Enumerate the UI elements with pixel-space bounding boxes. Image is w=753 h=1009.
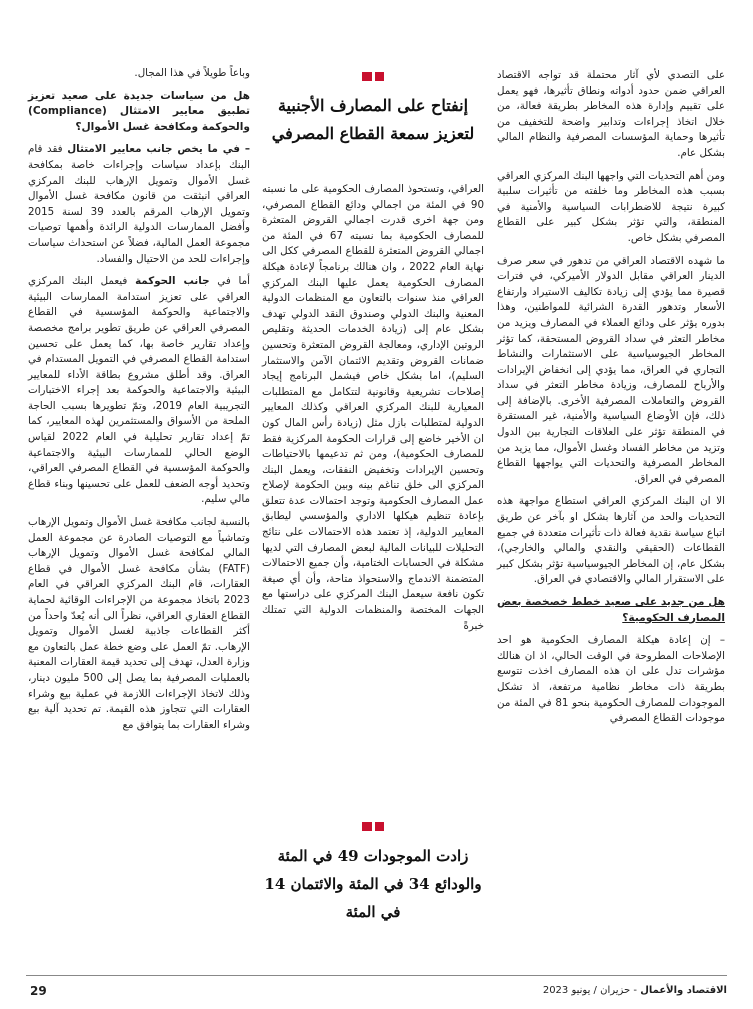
publication-info [543, 985, 727, 996]
column-middle [262, 182, 484, 641]
paragraph: بالنسبة لجانب مكافحة غسل الأموال وتمويل الإرهاب وتماشياً مع التوصيات الصادرة عن مجموعة العمل المالي لمكافحة غسل الأموال وتمويل الإرهاب (FATF) بشأن مكافحة غسل الأموال في قطاع العقارات، قام البنك المركزي العراقي في العام 2023 باتخاذ مجموعة من الإجراءات الوقائية لحماية القطاع العقاري العراقي، نظراً الى أنه يُعدّ واحداً من أكثر القطاعات جاذبية لغسل الأموال وتمويل الإرهاب. تمّ العمل على وضع خطة عمل بالتعاون مع وزارة العدل، تهدف إلى تحديد قيمة العقارات المعنية بالعمليات المصرفية بما يصل إلى 500 مليون دينار، وذلك لاتخاذ الإجراءات اللازمة في عملية بيع وشراء العقارات التي تتجاوز هذه القيمة. تم تحديد آلية بيع وشراء العقارات بما يتوافق مع [28, 516, 251, 731]
issue-date: - حزيران / يونيو 2023 [542, 985, 641, 996]
section-headline: إنفتاح على المصارف الأجنبية لتعزيز سمعة القطاع المصرفي [271, 96, 475, 143]
paragraph: العراقي، وتستحوذ المصارف الحكومية على ما نسبته 90 في المئة من اجمالي ودائع القطاع المصرفي، ومن جهة اخرى قدرت اجمالي القروض المتعثرة للمصارف الحكومية بما نسبته 67 في المئة من اجمالي القروض المتعثرة للقطاع المصرفي ككل الى نهاية العام 2022 ، وان هنالك برنامجاً لإعادة هيكلة المصارف الحكومية يعمل عليها البنك المركزي العراقي منذ سنوات بالتعاون مع المنظمات الدولية المعنية والبنك الدولي وصندوق النقد الدولي تهدف بشكل عام إلى (زيادة الخدمات الحديثة وتقليص الروتين الإداري، ومعالجة القروض المتعثرة وتحسين ضمانات القروض وتقديم الائتمان الآمن والاستثمار السليم)، اما بشكل خاص فيشمل البرنامج إيجاد إصلاحات تشريعية وقانونية لتتكامل مع المتطلبات المعيارية للبنك المركزي العراقي وكذلك المعايير الدولية لمتطلبات بازل مثل (زيادة رأس المال كون ان الأخير خاضع إلى قرارات الحكومة المركزية فقط للمصارف الحكومية)، ومن ثم تدعيمها بالاحتياطات وتحسين الإيرادات وتخفيض النفقات، ويعمل البنك المركزي الى خلق تناغم بينه وبين الحكومة لإصلاح عمل المصارف الحكومية وتوجد احتمالات عدة تتعلق بإعادة تنظيم هيكلها الاداري والمؤسسي ليطابق المعايير الدولية، إذ تعتمد هذه الاحتمالات على نتائج التحليلات للبيانات المالية لبعض المصارف التي لديها مشكلة في الحسابات الختامية، وأن جميع الاحتمالات المتضمنة الاندماج والاستحواذ متاحة، وأن أي صيغة تكون نافعة سيعمل البنك المركزي على دراستها مع الجهات المختصة والمنظمات الدولية التي تمتلك خبرةً [262, 183, 485, 632]
red-squares-decoration [362, 822, 384, 831]
column-right [497, 68, 725, 734]
interview-question: هل من جديد على صعيد خطط خصخصة بعض المصارف الحكومية؟ [497, 596, 725, 624]
column-left [28, 66, 250, 740]
paragraph-prefix: أما في [217, 275, 250, 288]
paragraph: وباعاً طويلاً في هذا المجال. [134, 67, 250, 79]
publication-name: الاقتصاد والأعمال [640, 985, 727, 996]
interview-question: هل من سياسات جديدة على صعيد تعزيز تطبيق معايير الامتثال (Compliance) والحوكمة ومكافحة غسل الأموال؟ [28, 89, 250, 133]
page-footer [0, 975, 753, 1009]
paragraph-body: فقد قام البنك بإعداد سياسات وإجراءات خاصة بمكافحة غسل الأموال وتمويل الإرهاب للبنك المركزي العراقي انبثقت من قانون مكافحة غسل الأموال وتمويل الإرهاب المرقم بالعدد 39 لسنة 2015 وأفضل الممارسات الدولية الرائدة وأهمها توصيات مجموعة العمل المالية، فضلاً عن استحداث سياسات وإجراءات للحد من الاحتيال والفساد. [28, 143, 251, 265]
paragraph: ومن أهم التحديات التي واجهها البنك المركزي العراقي بسبب هذه المخاطر وما خلفته من تأثيرات سلبية كبيرة نتيجة للاضطرابات السياسية والأمنية في المنطقة، والتي تؤثر بشكل كبير على القطاع المصرفي بشكل خاص. [497, 169, 725, 244]
page-number: 29 [30, 984, 47, 998]
lead-phrase: – في ما يخص جانب معايير الامتثال [67, 143, 251, 156]
paragraph: – إن إعادة هيكلة المصارف الحكومية هو احد الإصلاحات المطروحة في الوقت الحالي، اذ ان هنالك مؤشرات تدل على ان هذه المصارف اخذت تتوسع بطريقة ذات مخاطر نظامية مرتفعة، اذ تشكل الموجودات للمصارف الحكومية بنحو 81 في المئة من موجودات القطاع المصرفي [497, 634, 725, 725]
paragraph: على التصدي لأي آثار محتملة قد تواجه الاقتصاد العراقي ضمن حدود أدواته ونطاق تأثيرها، فهو يعمل على تقييم وإدارة هذه المخاطر بطريقة فعالة، من خلال اتخاذ إجراءات وتدابير واضحة للتخفيف من تأثيرها وحماية المؤسسات المصرفية والنظام المالي بشكل عام. [497, 69, 725, 159]
paragraph: ما شهده الاقتصاد العراقي من تدهور في سعر صرف الدينار العراقي مقابل الدولار الأميركي، في فترات قصيرة مما يؤدي إلى زيادة تكاليف الاستيراد وارتفاع الأسعار وتدهور القدرة الشرائية للمواطنين، وهذا بدوره يؤثر على ودائع العملاء في المصارف ويزيد من مخاطر التعثر في سداد القروض المستحقة، كما تؤثر المخاطر الجيوسياسية على الاستثمارات والنشاط التجاري في العراق، مما يؤدي إلى انخفاض الإيرادات والأرباح للمصارف، وزيادة مخاطر التعثر في سداد القروض والتعاملات المصرفية الأخرى. بالإضافة إلى ذلك، فإن الأوضاع السياسية والأمنية، غير المستقرة في المنطقة تؤثر على العلاقات التجارية بين الدول وتزيد من مخاطر الفساد وغسل الأموال، مما يزيد من المخاطر المصرفية والتحديات التي يواجهها القطاع المصرفي في العراق. [497, 254, 725, 485]
paragraph [28, 274, 250, 508]
paragraph-body: فيعمل البنك المركزي العراقي على تعزيز استدامة الممارسات البيئية والاجتماعية والحوكمة المؤسسية في القطاع المصرفي العراقي عن طريق تطوير برامج مخصصة وإعداد تقارير خاصة بها، كما يعمل على تحسين استدامة القطاع المصرفي في التمويل المستدام في العراق. وقد أطلق مشروع بطاقة الأداء للمعايير البيئية والاجتماعية والحوكمة بعد إجراء الاختبارات التجريبية العام 2019، وتمّ تطويرها بسبب الحاجة الملحة من الأسواق والمستثمرين لهذه المعايير، كما تمّ إعداد تقارير تحليلية في العام 2022 لقياس الوضع الحالي للممارسات البيئية والاجتماعية والحوكمة المؤسسية في القطاع المصرفي العراقي، وتحديد أوجه الضعف للعمل على تحسينها وبناء قطاع مالي سليم. [28, 275, 251, 506]
lead-phrase: جانب الحوكمة [135, 275, 210, 288]
paragraph: الا ان البنك المركزي العراقي استطاع مواجهة هذه التحديات والحد من آثارها بشكل او بآخر عن طريق اتباع سياسة نقدية فعالة ذات تأثيرات متعددة في جميع القطاعات (الحقيقي والنقدي والمالي والخارجي)، بشكل عام، إن المخاطر الجيوسياسية تؤثر بشكل كبير على الاستقرار المالي والاقتصادي في العراق. [497, 495, 725, 586]
paragraph [28, 142, 250, 267]
callout-headline: زادت الموجودات 49 في المئة والودائع 34 في المئة والائتمان 14 في المئة [264, 847, 482, 921]
red-squares-decoration [362, 72, 384, 81]
footer-divider [26, 975, 727, 976]
